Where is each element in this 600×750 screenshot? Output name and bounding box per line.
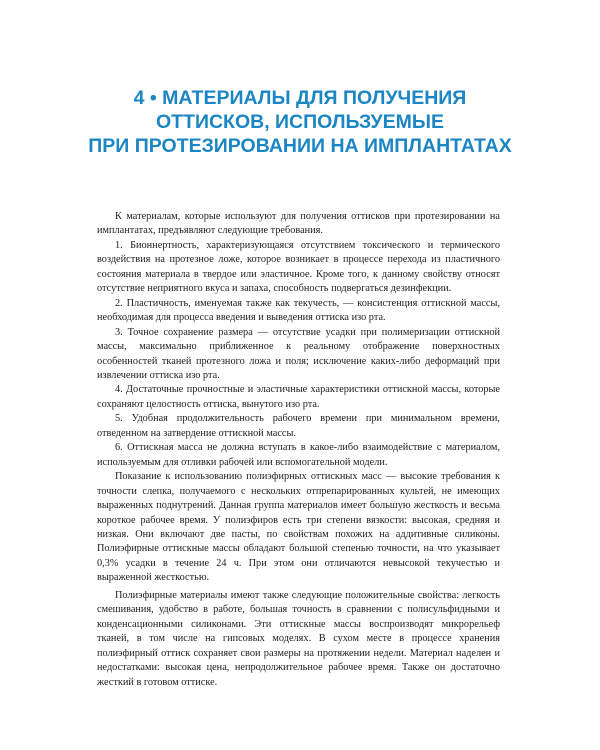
requirement-1-paragraph: 1. Бионнертность, характеризующаяся отсутствием токсического и термического воздействия на протезное ложе, которое возникает в процессе перехода из пластичного состояния материала в твердое или эластичное. Кроме того, к данному свойству относят отсутствие неприятного вкуса и запаха, способность подвергаться дезинфекции.: [97, 239, 500, 295]
requirement-3-paragraph: 3. Точное сохранение размера — отсутствие усадки при полимеризации оттискной массы, максимально приближенное к реальному отображение поверхностных особенностей тканей протезного ложа и поля; исключение каких-либо деформаций при извлечении оттиска изо рта.: [97, 326, 500, 381]
requirement-6-paragraph: 6. Оттискная масса не должна вступать в какое-либо взаимодействие с материалом, используемым для отливки рабочей или вспомогательной модели.: [97, 442, 500, 468]
polyether-indication-paragraph: Показание к использованию полиэфирных оттискных масс — высокие требования к точности слепка, получаемого с нескольких отпрепарированных культей, не имеющих выраженных поднутрений. Данная группа материалов имеет большую жесткость и весьма короткое рабочее время. У полиэфиров есть три степени вязкости: высокая, средняя и низкая. Они включают две пасты, по свойствам похожих на аддитивные силиконы. Полиэфирные оттискные массы обладают большой степенью точности, на что указывает 0,3% усадки в течение 24 ч. При этом они отличаются невысокой текучестью и выраженной жесткостью.: [97, 471, 500, 584]
intro-paragraph: К материалам, которые используют для получения оттисков при протезировании на имплантатах, предъявляют следующие требования.: [97, 211, 500, 237]
chapter-title: [40, 86, 560, 158]
requirement-4-paragraph: 4. Достаточные прочностные и эластичные характеристики оттискной массы, которые сохраняют целостность оттиска, вынутого изо рта.: [97, 384, 500, 410]
body-text: [97, 210, 500, 690]
requirement-2-paragraph: 2. Пластичность, именуемая также как текучесть, — консистенция оттискной массы, необходимая для процесса введения и выведения оттиска изо рта.: [97, 297, 500, 324]
chapter-title-line-2: ОТТИСКОВ, ИСПОЛЬЗУЕМЫЕ: [155, 111, 445, 133]
chapter-title-line-1: 4 • МАТЕРИАЛЫ ДЛЯ ПОЛУЧЕНИЯ: [133, 87, 467, 109]
chapter-title-line-3: ПРИ ПРОТЕЗИРОВАНИИ НА ИМПЛАНТАТАХ: [88, 135, 512, 157]
polyether-properties-paragraph: Полиэфирные материалы имеют также следующие положительные свойства: легкость смешивания, удобство в работе, большая точность в сравнении с полисульфидными и конденсационными силиконами. Эти оттискные массы воспроизводят микрорельеф тканей, в том числе на гипсовых моделях. В сухом месте в процессе хранения полиэфирный оттиск сохраняет свои размеры на протяжении недели. Материал наделен и недостатками: высокая цена, непродолжительное рабочее время. Также он достаточно жесткий в готовом оттиске.: [97, 589, 500, 688]
requirement-5-paragraph: 5. Удобная продолжительность рабочего времени при минимальном времени, отведенном на затвердение оттискной массы.: [97, 413, 500, 439]
